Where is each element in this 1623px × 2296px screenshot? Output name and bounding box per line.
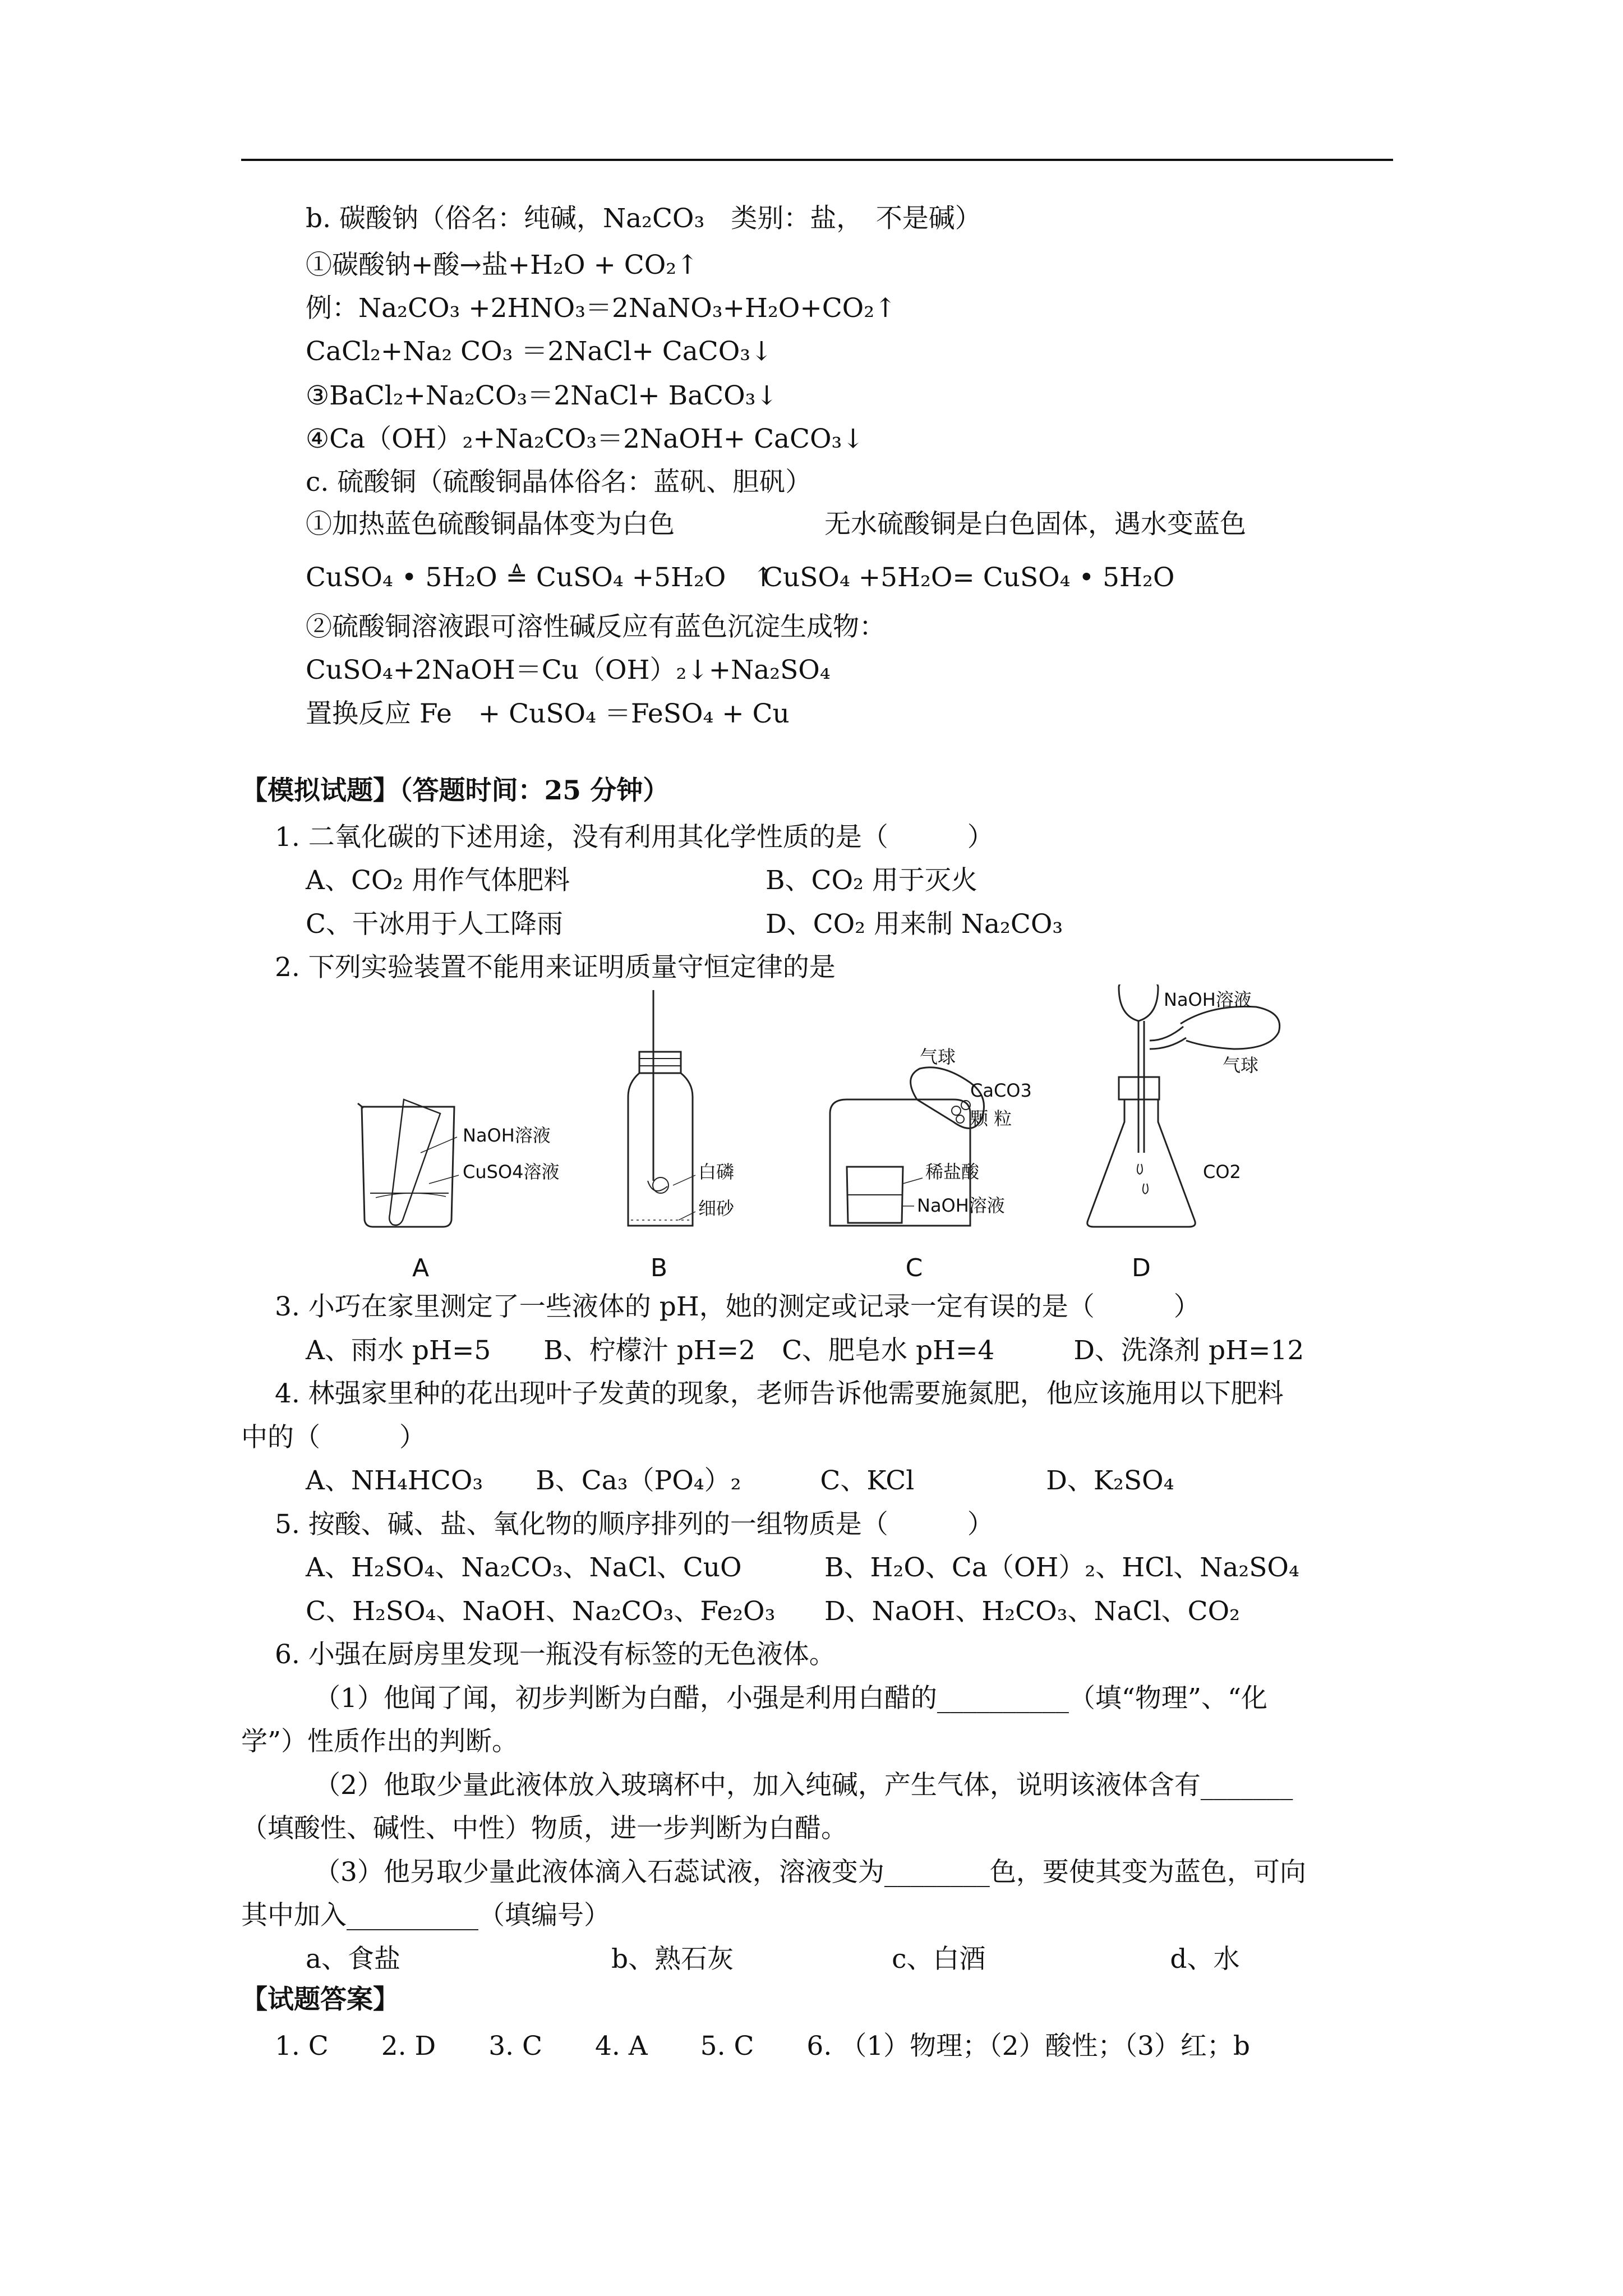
question-1-option-d: D、CO₂ 用来制 Na₂CO₃ [766,909,1063,940]
line-sodium-carbonate-acid: ①碳酸钠+酸→盐+H₂O + CO₂↑ [306,250,699,280]
figure-label-c: C [905,1254,923,1282]
question-6-part-3-line-1: （3）他另取少量此液体滴入石蕊试液，溶液变为________色，要使其变为蓝色，可向 [314,1857,1306,1888]
question-1-option-a: A、CO₂ 用作气体肥料 [306,865,570,896]
figure-label-a: A [412,1254,430,1282]
question-5-option-c: C、H₂SO₄、NaOH、Na₂CO₃、Fe₂O₃ [306,1596,776,1627]
label-b-sand: 细砂 [698,1198,735,1219]
question-4-line-2: 中的（ ） [241,1422,426,1453]
question-6-part-2-line-1: （2）他取少量此液体放入玻璃杯中，加入纯碱，产生气体，说明该液体含有_______ [314,1770,1293,1801]
section-mock-exam: 【模拟试题】（答题时间：25 分钟） [241,775,670,806]
question-3-options: A、雨水 pH=5 B、柠檬汁 pH=2 C、肥皂水 pH=4 D、洗涤剂 pH=12 [306,1335,1304,1366]
line-copper-sulfate-title: c. 硫酸铜（硫酸铜晶体俗名：蓝矾、胆矾） [306,467,812,498]
line-decomposition-equation: CuSO₄ • 5H₂O ≜ CuSO₄ +5H₂O ↑ [306,562,774,593]
line-sodium-carbonate-title: b. 碳酸钠（俗名：纯碱，Na₂CO₃ 类别：盐， 不是碱） [306,203,981,234]
question-3: 3. 小巧在家里测定了一些液体的 pH，她的测定或记录一定有误的是（ ） [275,1291,1200,1322]
line-cuso4-naoh-equation: CuSO₄+2NaOH＝Cu（OH）₂↓+Na₂SO₄ [306,655,831,685]
apparatus-figure [336,984,1318,1293]
label-a-cuso4: CuSO4溶液 [463,1161,560,1182]
question-1: 1. 二氧化碳的下述用途，没有利用其化学性质的是（ ） [275,822,994,853]
question-4-options: A、NH₄HCO₃ B、Ca₃（PO₄）₂ C、KCl D、K₂SO₄ [306,1465,1174,1496]
line-anhydrous-copper-sulfate: 无水硫酸铜是白色固体，遇水变蓝色 [824,509,1246,540]
question-5: 5. 按酸、碱、盐、氧化物的顺序排列的一组物质是（ ） [275,1509,994,1540]
line-bacl2-reaction: ③BaCl₂+Na₂CO₃＝2NaCl+ BaCO₃↓ [306,380,778,411]
header-rule [241,159,1393,161]
label-d-co2: CO2 [1203,1161,1241,1182]
question-6-part-1-line-2: 学”）性质作出的判断。 [241,1726,519,1757]
question-6: 6. 小强在厨房里发现一瓶没有标签的无色液体。 [275,1639,836,1670]
apparatus-a [358,1099,459,1227]
section-answers: 【试题答案】 [241,1984,399,2015]
apparatus-d [1087,984,1280,1227]
question-2: 2. 下列实验装置不能用来证明质量守恒定律的是 [275,952,836,983]
label-c-balloon: 气球 [920,1046,956,1068]
line-copper-sulfate-base: ②硫酸铜溶液跟可溶性碱反应有蓝色沉淀生成物： [306,611,886,642]
label-a-naoh: NaOH溶液 [463,1125,551,1146]
figure-label-b: B [650,1254,668,1282]
label-c-hcl: 稀盐酸 [925,1161,980,1182]
question-5-option-d: D、NaOH、H₂CO₃、NaCl、CO₂ [824,1596,1240,1627]
question-5-option-a: A、H₂SO₄、Na₂CO₃、NaCl、CuO [306,1552,742,1583]
label-d-naoh: NaOH溶液 [1164,989,1252,1010]
question-1-option-c: C、干冰用于人工降雨 [306,909,563,940]
figure-label-d: D [1132,1254,1151,1282]
answers-text: 1. C 2. D 3. C 4. A 5. C 6. （1）物理；（2）酸性；（3）红；b [275,2031,1250,2062]
question-5-option-b: B、H₂O、Ca（OH）₂、HCl、Na₂SO₄ [824,1552,1299,1583]
question-6-part-1-line-1: （1）他闻了闻，初步判断为白醋，小强是利用白醋的__________（填“物理”、“化 [314,1683,1267,1714]
question-4-line-1: 4. 林强家里种的花出现叶子发黄的现象，老师告诉他需要施氮肥，他应该施用以下肥料 [275,1378,1284,1409]
label-c-caco3: CaCO3 [970,1080,1032,1101]
question-1-option-b: B、CO₂ 用于灭火 [766,865,978,896]
question-6-options: a、食盐 b、熟石灰 c、白酒 d、水 [306,1944,1240,1975]
apparatus-b [628,990,695,1226]
line-heating-crystal: ①加热蓝色硫酸铜晶体变为白色 [306,509,675,540]
line-example-hno3: 例：Na₂CO₃ +2HNO₃＝2NaNO₃+H₂O+CO₂↑ [306,293,897,324]
question-6-part-2-line-2: （填酸性、碱性、中性）物质，进一步判断为白醋。 [241,1813,847,1844]
label-c-naoh: NaOH溶液 [917,1195,1005,1216]
line-caoh2-reaction: ④Ca（OH）₂+Na₂CO₃＝2NaOH+ CaCO₃↓ [306,424,864,454]
line-hydration-equation: CuSO₄ +5H₂O= CuSO₄ • 5H₂O [763,562,1175,593]
label-d-balloon: 气球 [1223,1055,1259,1076]
line-displacement-reaction: 置换反应 Fe + CuSO₄ ＝FeSO₄ + Cu [306,698,790,729]
question-6-part-3-line-2: 其中加入__________（填编号） [241,1900,610,1931]
line-cacl2-reaction: CaCl₂+Na₂ CO₃ ＝2NaCl+ CaCO₃↓ [306,336,773,367]
label-b-phosphorus: 白磷 [698,1161,735,1182]
label-c-grain: 颗 粒 [970,1108,1012,1129]
